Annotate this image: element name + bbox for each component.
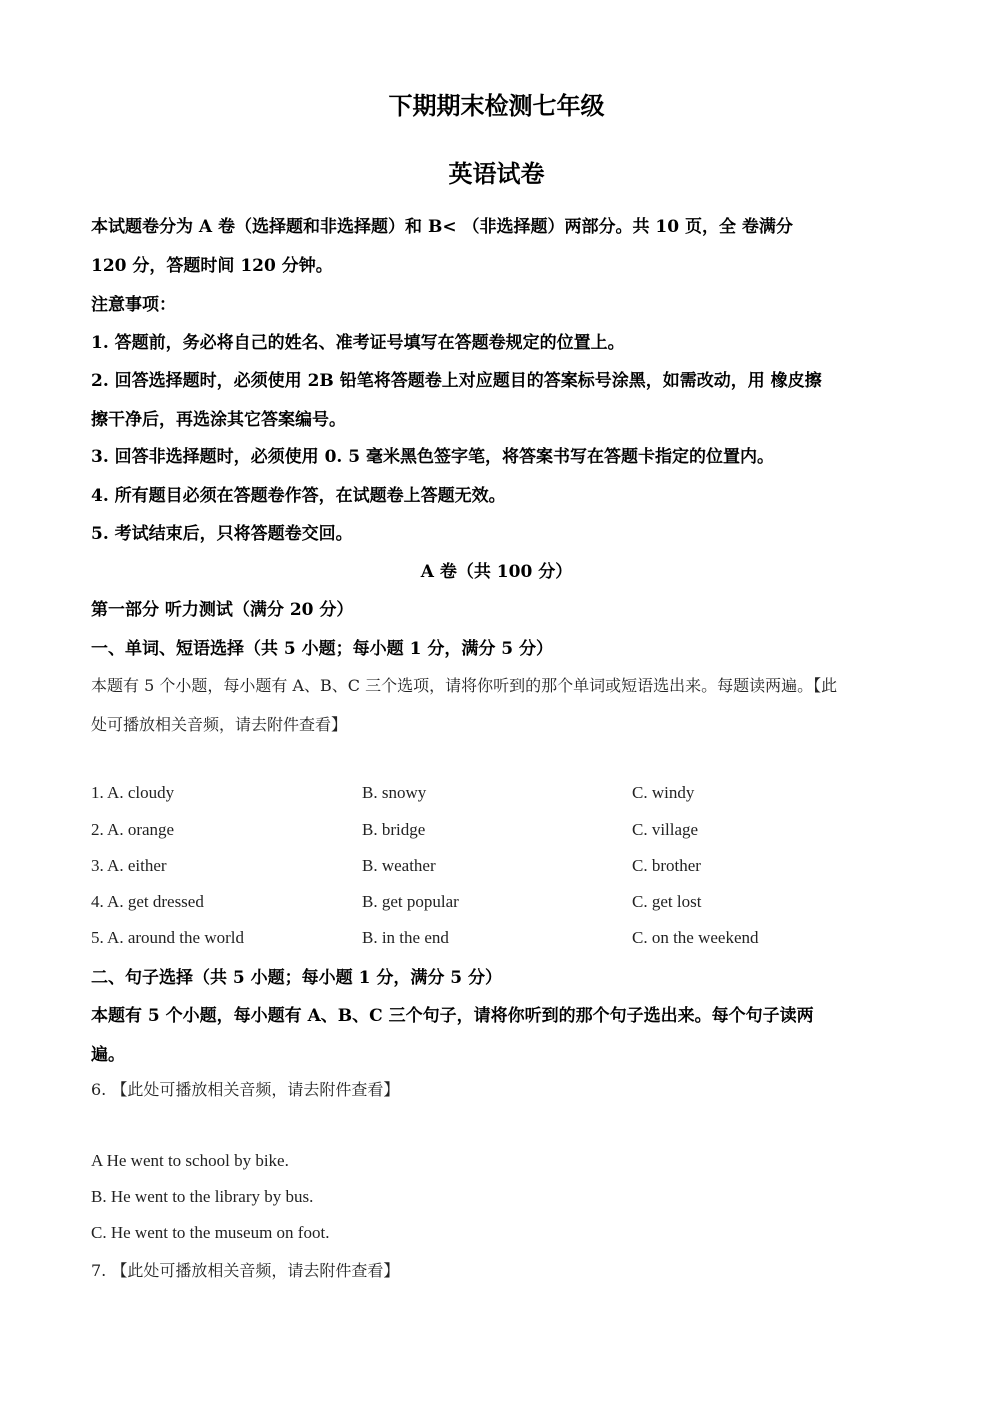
sub2-heading: 二、句子选择（共 5 小题；每小题 1 分，满分 5 分） (91, 968, 502, 988)
q5-option-b: B. in the end (362, 928, 449, 947)
intro-line-1: 本试题卷分为 A 卷（选择题和非选择题）和 B< （非选择题）两部分。共 10 页，全 卷满分 (91, 217, 793, 237)
section-a-heading: A 卷（共 100 分） (420, 562, 573, 582)
notes-item-3: 3. 回答非选择题时，必须使用 0. 5 毫米黑色签字笔，将答案书写在答题卡指定的位置内。 (91, 447, 774, 467)
q2-option-a: 2. A. orange (91, 820, 175, 839)
q4-option-a: 4. A. get dressed (91, 892, 204, 911)
sub2-instruction-2: 遍。 (91, 1045, 125, 1065)
q7-prompt: 7. 【此处可播放相关音频，请去附件查看】 (91, 1261, 400, 1280)
q1-option-b: B. snowy (362, 783, 427, 802)
notes-item-2-cont: 擦干净后，再选涂其它答案编号。 (91, 410, 346, 430)
notes-item-1: 1. 答题前，务必将自己的姓名、准考证号填写在答题卷规定的位置上。 (91, 333, 625, 353)
q1-option-c: C. windy (632, 783, 695, 802)
q4-option-b: B. get popular (362, 892, 459, 911)
exam-title: 下期期末检测七年级 (388, 91, 605, 120)
intro-line-2: 120 分，答题时间 120 分钟。 (91, 256, 333, 276)
q2-option-b: B. bridge (362, 820, 426, 839)
q3-option-b: B. weather (362, 856, 436, 875)
sub2-instruction-1: 本题有 5 个小题，每小题有 A、B、C 三个句子，请将你听到的那个句子选出来。每个句子读两 (91, 1006, 814, 1026)
q6-option-c: C. He went to the museum on foot. (91, 1223, 330, 1242)
sub1-heading: 一、单词、短语选择（共 5 小题；每小题 1 分，满分 5 分） (91, 639, 553, 659)
sub1-instruction-1: 本题有 5 个小题，每小题有 A、B、C 三个选项，请将你听到的那个单词或短语选出来。每题读两遍。【此 (91, 676, 838, 695)
notes-item-2: 2. 回答选择题时，必须使用 2B 铅笔将答题卷上对应题目的答案标号涂黑，如需改动，用 橡皮擦 (91, 371, 822, 391)
q1-option-a: 1. A. cloudy (91, 783, 175, 802)
notes-heading: 注意事项： (91, 295, 176, 315)
notes-item-4: 4. 所有题目必须在答题卷作答，在试题卷上答题无效。 (91, 486, 506, 506)
q3-option-a: 3. A. either (91, 856, 167, 875)
q2-option-c: C. village (632, 820, 699, 839)
sub1-instruction-2: 处可播放相关音频，请去附件查看】 (91, 715, 348, 734)
notes-item-5: 5. 考试结束后，只将答题卷交回。 (91, 524, 353, 544)
q3-option-c: C. brother (632, 856, 701, 875)
q4-option-c: C. get lost (632, 892, 702, 911)
exam-subtitle: 英语试卷 (448, 159, 545, 188)
part1-heading: 第一部分 听力测试（满分 20 分） (91, 600, 354, 620)
q6-option-a: A He went to school by bike. (91, 1151, 289, 1170)
q6-option-b: B. He went to the library by bus. (91, 1187, 314, 1206)
q6-prompt: 6. 【此处可播放相关音频，请去附件查看】 (91, 1080, 400, 1099)
q5-option-a: 5. A. around the world (91, 928, 244, 947)
q5-option-c: C. on the weekend (632, 928, 759, 947)
